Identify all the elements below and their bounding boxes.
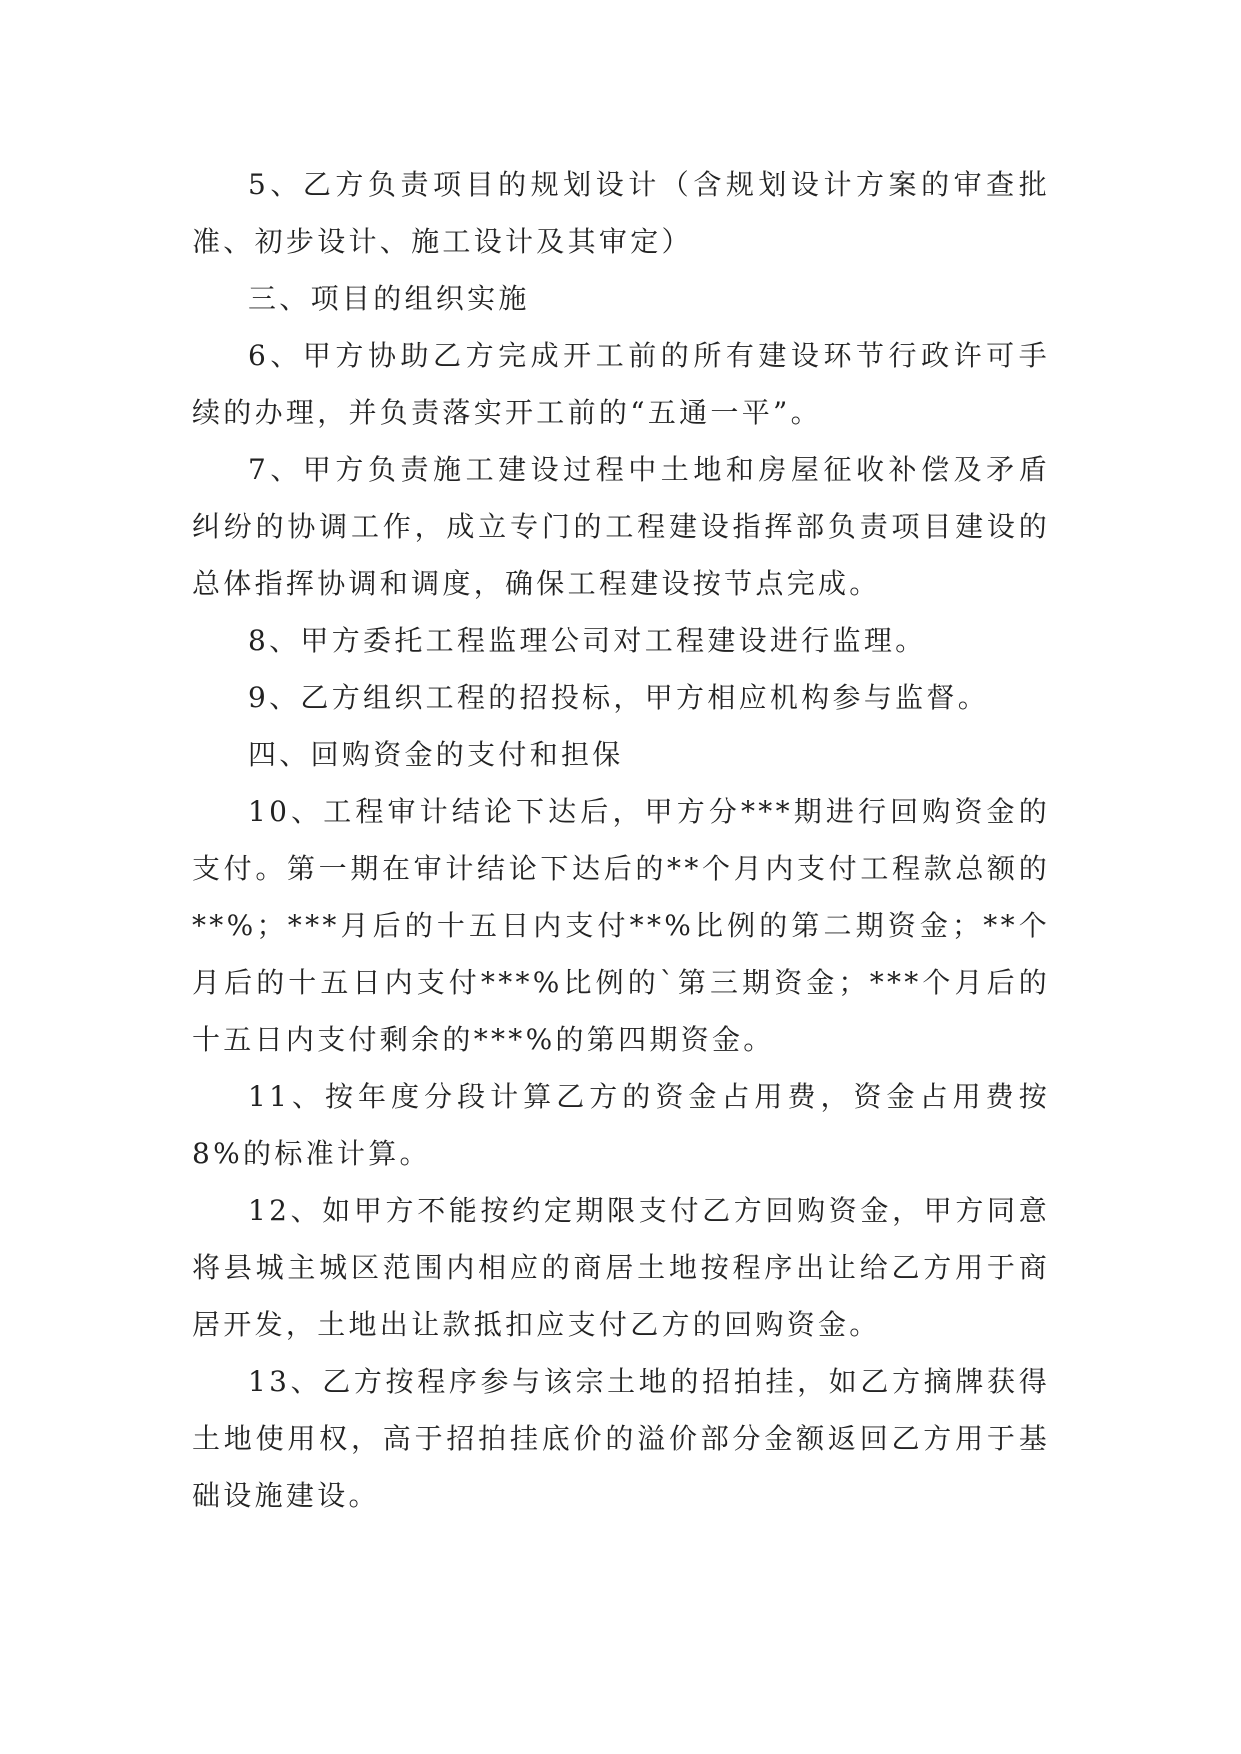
clause-6: 6、甲方协助乙方完成开工前的所有建设环节行政许可手续的办理，并负责落实开工前的“五通一平”。 [192,339,1050,429]
clause-5: 5、乙方负责项目的规划设计（含规划设计方案的审查批准、初步设计、施工设计及其审定） [192,168,1050,258]
clause-10: 10、工程审计结论下达后，甲方分***期进行回购资金的支付。第一期在审计结论下达后的**个月内支付工程款总额的**%；***月后的十五日内支付**%比例的第二期资金；**个月后的十五日内支付***%比例的`第三期资金；***个月后的十五日内支付剩余的***%的第四期资金。 [192,795,1050,1056]
clause-9: 9、乙方组织工程的招投标，甲方相应机构参与监督。 [248,681,990,714]
section-3-heading: 三、项目的组织实施 [248,282,530,315]
clause-7: 7、甲方负责施工建设过程中土地和房屋征收补偿及矛盾纠纷的协调工作，成立专门的工程建设指挥部负责项目建设的总体指挥协调和调度，确保工程建设按节点完成。 [192,453,1050,600]
section-4-heading: 四、回购资金的支付和担保 [248,738,624,771]
document-body [192,156,1050,1524]
clause-8: 8、甲方委托工程监理公司对工程建设进行监理。 [248,624,927,657]
clause-12: 12、如甲方不能按约定期限支付乙方回购资金，甲方同意将县城主城区范围内相应的商居土地按程序出让给乙方用于商居开发，土地出让款抵扣应支付乙方的回购资金。 [192,1194,1050,1341]
clause-13: 13、乙方按程序参与该宗土地的招拍挂，如乙方摘牌获得土地使用权，高于招拍挂底价的溢价部分金额返回乙方用于基础设施建设。 [192,1365,1050,1512]
clause-11: 11、按年度分段计算乙方的资金占用费，资金占用费按8%的标准计算。 [192,1080,1050,1170]
